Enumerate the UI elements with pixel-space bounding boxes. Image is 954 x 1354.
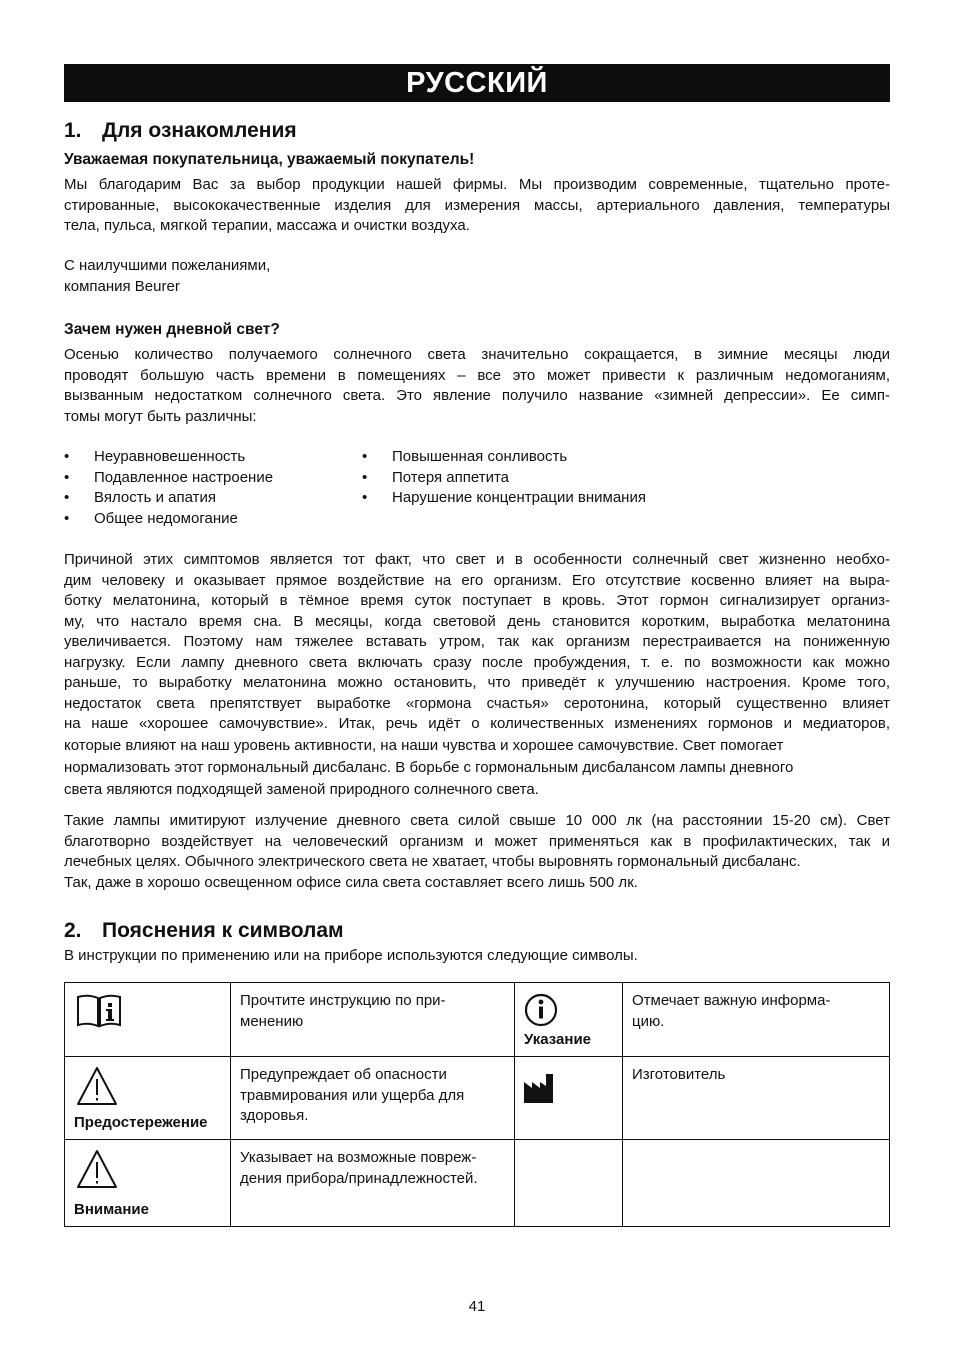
cause-line: которые влияют на наш уровень активности, на наши чувства и хорошее самочувствие. Свет помогает — [64, 736, 784, 754]
bullet: • — [362, 448, 368, 465]
manual-description: Прочтите инструкцию по при- — [240, 992, 446, 1009]
symbol-cell — [515, 1057, 623, 1140]
list-item — [362, 488, 646, 509]
symbol-cell — [65, 983, 231, 1057]
warning-triangle-icon — [76, 1066, 118, 1106]
description-cell — [231, 1057, 515, 1140]
greeting-heading: Уважаемая покупательница, уважаемый покупатель! — [64, 151, 475, 168]
list-item — [64, 509, 273, 530]
cause-line: раньше, то выработку мелатонина можно остановить, что приведёт к улучшению настроения. Кроме того, — [64, 674, 890, 691]
manufacturer-description: Изготовитель — [632, 1066, 726, 1083]
bullet: • — [64, 448, 70, 465]
symbol-cell — [515, 983, 623, 1057]
cause-line: Причиной этих симптомов является тот факт, что свет и в особенности солнечный свет жизненно необхо- — [64, 551, 890, 568]
list-item-text: Вялость и апатия — [94, 489, 216, 506]
lamps-paragraph — [64, 811, 890, 893]
section-2-title: Пояснения к символам — [102, 919, 344, 942]
warning-description: Предупреждает об опасности — [240, 1066, 447, 1083]
cause-line: недостаток света препятствует выработке «гормона счастья» серотонина, который существенно влияет — [64, 694, 890, 712]
bullet: • — [64, 489, 70, 506]
regards-paragraph — [64, 256, 890, 297]
symbol-cell — [65, 1140, 231, 1227]
description-cell — [623, 983, 890, 1057]
list-item — [64, 468, 273, 489]
list-item-text: Потеря аппетита — [392, 468, 510, 486]
daylight-line: вызванным недостатком солнечного света. Это явление получило название «зимней депрессии». Ее симп- — [64, 387, 890, 404]
factory-icon — [523, 1074, 555, 1104]
cause-line: нормализовать этот гормональный дисбаланс. В борьбе с гормональным дисбалансом лампы дневного — [64, 758, 794, 776]
lamps-line: благотворно воздействует на человеческий организм и может применяться как в профилактических, так и — [64, 832, 890, 850]
bullet: • — [64, 509, 70, 527]
bullet: • — [362, 468, 368, 486]
table-row — [65, 983, 890, 1057]
list-item-text: Неуравновешенность — [94, 448, 246, 465]
daylight-line: Осенью количество получаемого солнечного света значительно сокращается, в зимние месяцы люди — [64, 346, 890, 363]
description-cell — [231, 1140, 515, 1227]
section-2-number: 2. — [64, 919, 82, 942]
daylight-line: проводят большую часть времени в помещениях – все это может привести к различным недомоганиям, — [64, 366, 890, 384]
cause-line: увеличивается. Поэтому нам тяжелее вставать утром, так как организм перестраивается на пониженную — [64, 633, 890, 650]
symbol-cell — [65, 1057, 231, 1140]
lamps-line: Так, даже в хорошо освещенном офисе сила света составляет всего лишь 500 лк. — [64, 873, 638, 891]
symbols-intro — [64, 946, 890, 967]
list-item — [64, 447, 273, 468]
intro-line: Мы благодарим Вас за выбор продукции нашей фирмы. Мы производим современные, тщательно проте- — [64, 176, 890, 193]
cause-line: му, что настало время сна. В месяцы, когда световой день становится коротким, выработка мелатонина — [64, 612, 890, 630]
list-item — [362, 447, 646, 468]
cause-line: на наше «хорошее самочувствие». Итак, речь идёт о количественных изменениях гормонов и медиаторов, — [64, 715, 890, 732]
list-item-text: Нарушение концентрации внимания — [392, 489, 646, 506]
cause-line: дим человеку и оказывает прямое воздействие на его организм. Его отсутствие косвенно влияет на выра- — [64, 571, 890, 589]
table-row — [65, 1057, 890, 1140]
description-cell — [231, 983, 515, 1057]
warning-caption: Предостережение — [74, 1113, 208, 1131]
symptoms-list-left — [64, 447, 273, 529]
caution-description: Указывает на возможные повреж- — [240, 1149, 477, 1166]
cause-line: света являются подходящей заменой природного солнечного света. — [64, 780, 539, 798]
info-description: Отмечает важную информа- — [632, 992, 831, 1009]
intro-line: стированные, высококачественные изделия для измерения массы, артериального давления, температуры — [64, 196, 890, 214]
list-item — [362, 468, 646, 489]
intro-paragraph — [64, 175, 890, 237]
warning-description: здоровья. — [240, 1107, 309, 1124]
section-2-heading — [64, 918, 344, 944]
caution-description: дения прибора/принадлежностей. — [240, 1169, 478, 1187]
section-1-heading — [64, 118, 297, 144]
caution-triangle-icon — [76, 1149, 118, 1189]
page-number: 41 — [468, 1298, 486, 1315]
bullet: • — [362, 489, 368, 506]
daylight-paragraph — [64, 345, 890, 427]
section-1-title: Для ознакомления — [102, 119, 297, 142]
list-item-text: Подавленное настроение — [94, 468, 274, 486]
empty-cell — [623, 1140, 890, 1227]
daylight-line: томы могут быть различны: — [64, 407, 257, 425]
cause-paragraph — [64, 550, 890, 801]
symbols-table — [64, 982, 890, 1227]
info-description: цию. — [632, 1012, 665, 1030]
warning-description: травмирования или ущерба для — [240, 1086, 465, 1104]
section-1-number: 1. — [64, 119, 82, 142]
info-icon — [524, 993, 558, 1027]
intro-line: тела, пульса, мягкой терапии, массажа и очистки воздуха. — [64, 217, 470, 234]
info-caption: Указание — [524, 1030, 592, 1048]
symptoms-list-right — [362, 447, 646, 509]
list-item — [64, 488, 273, 509]
list-item-text: Общее недомогание — [94, 509, 238, 527]
manual-description: менению — [240, 1012, 304, 1030]
list-item-text: Повышенная сонливость — [392, 448, 568, 465]
table-row — [65, 1140, 890, 1227]
lamps-line: лечебных целях. Обычного электрического света не хватает, чтобы выровнять гормональный дисбаланс. — [64, 853, 801, 870]
symbols-intro-text: В инструкции по применению или на приборе используются следующие символы. — [64, 947, 638, 964]
cause-line: ботку мелатонина, который в тёмное время суток поступает в кровь. Этот гормон сигнализирует организ- — [64, 592, 890, 609]
caution-caption: Внимание — [74, 1200, 149, 1218]
bullet: • — [64, 468, 70, 486]
regards-line: С наилучшими пожеланиями, — [64, 257, 271, 274]
daylight-heading: Зачем нужен дневной свет? — [64, 321, 280, 338]
language-banner: РУССКИЙ — [64, 64, 890, 102]
empty-cell — [515, 1140, 623, 1227]
lamps-line: Такие лампы имитируют излучение дневного света силой свыше 10 000 лк (на расстоянии 15-20 см). Свет — [64, 812, 890, 829]
description-cell — [623, 1057, 890, 1140]
regards-line: компания Beurer — [64, 277, 180, 295]
read-manual-icon — [76, 994, 122, 1028]
cause-line: нагрузку. Если лампу дневного света включать сразу после пробуждения, т. е. по возможности как можно — [64, 653, 890, 671]
